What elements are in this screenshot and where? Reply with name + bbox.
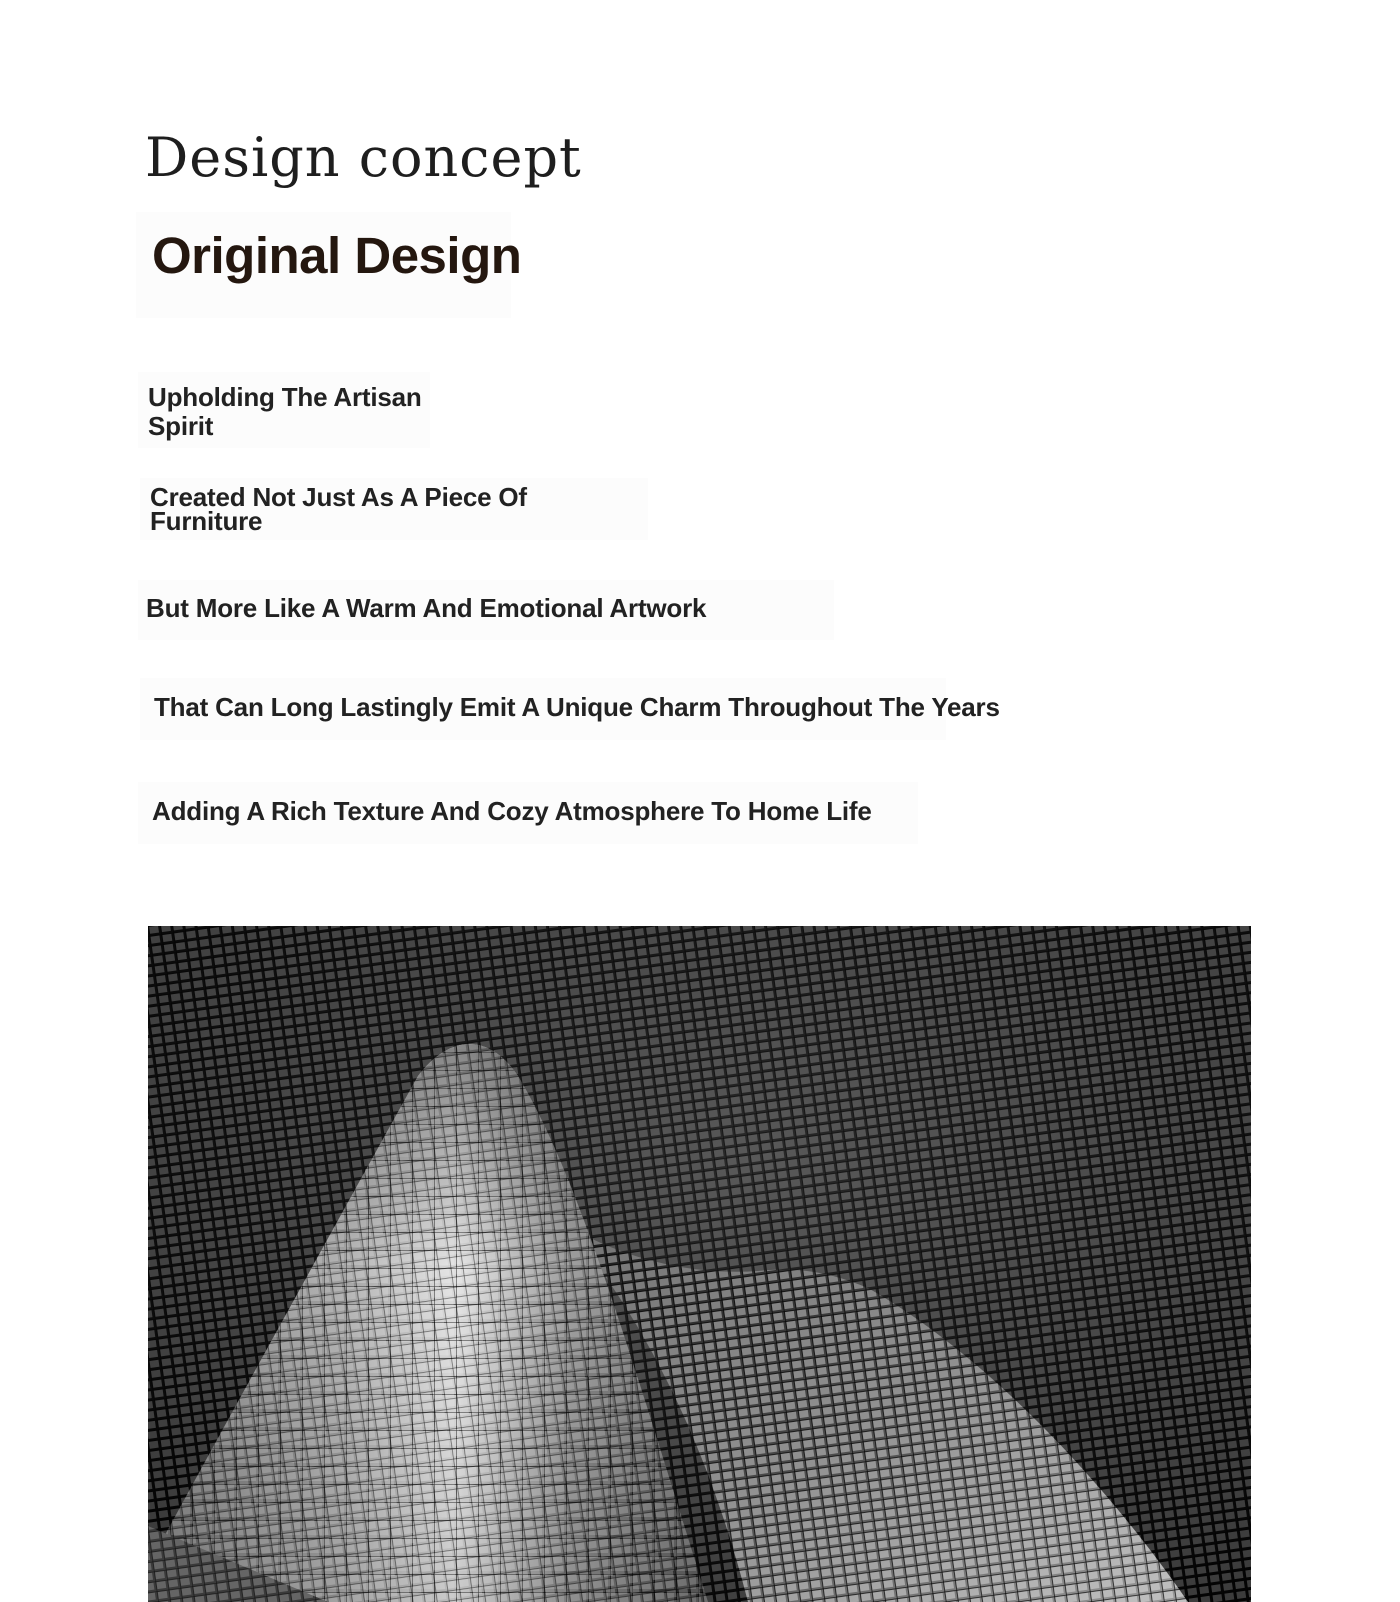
section-title: Design concept bbox=[145, 126, 582, 189]
concept-line-2: Created Not Just As A Piece Of Furniture bbox=[150, 482, 527, 536]
main-heading: Original Design bbox=[152, 227, 522, 284]
concept-line-3: But More Like A Warm And Emotional Artwork bbox=[146, 593, 707, 623]
concept-line-1: Upholding The Artisan Spirit bbox=[148, 382, 422, 441]
concept-line-5: Adding A Rich Texture And Cozy Atmosphere To Home Life bbox=[152, 796, 872, 826]
skyscraper-illustration bbox=[148, 926, 1251, 1602]
concept-line-4: That Can Long Lastingly Emit A Unique Charm Throughout The Years bbox=[154, 692, 1000, 722]
skyscraper-photo bbox=[148, 926, 1251, 1602]
